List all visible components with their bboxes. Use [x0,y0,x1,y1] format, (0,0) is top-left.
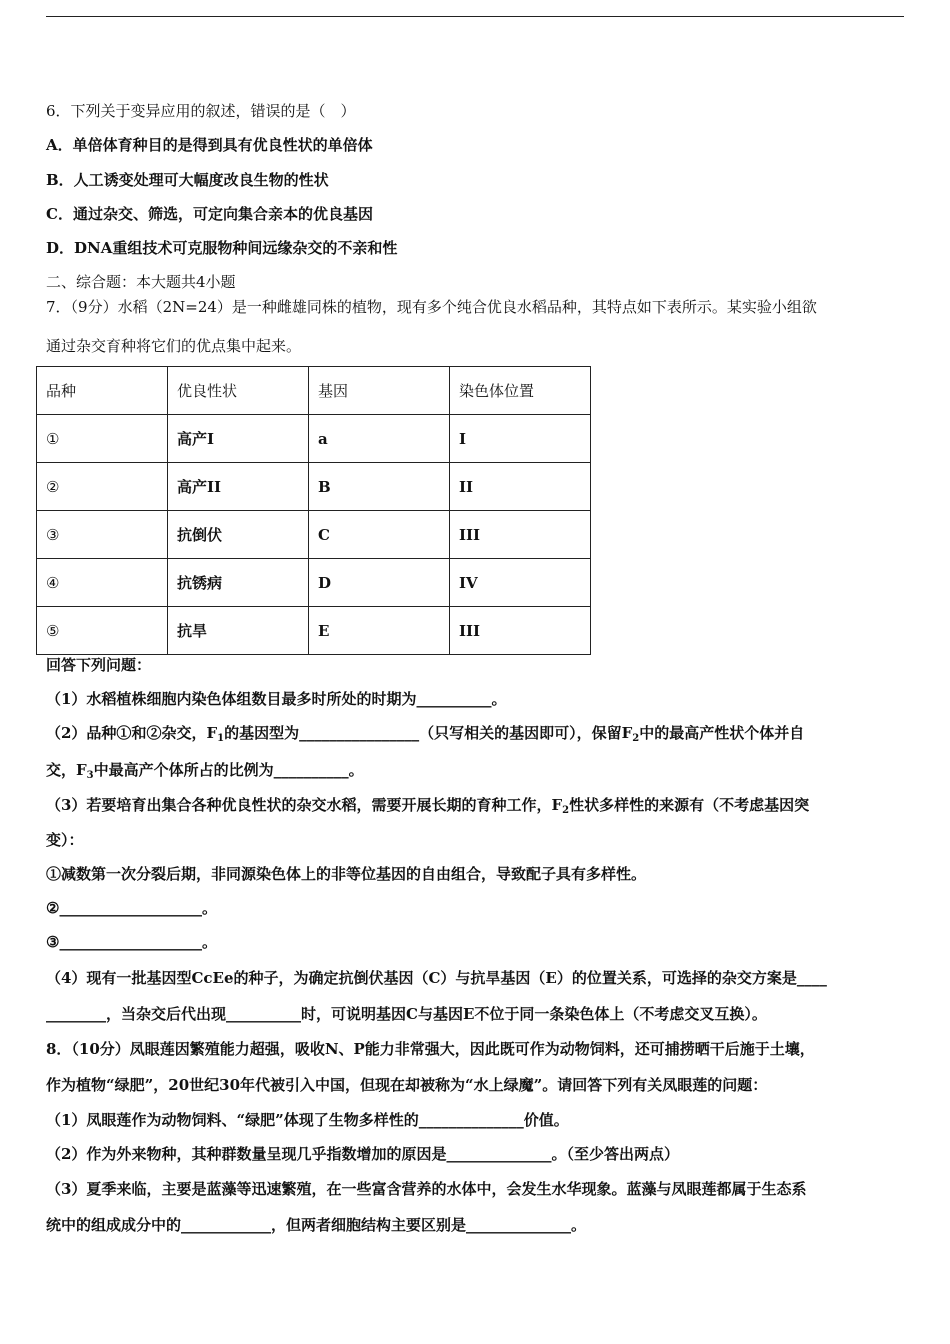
table-cell: ⑤ [37,607,168,655]
subscript: 3 [86,770,94,781]
q7-part4-line1: （4）现有一批基因型CcEe的种子，为确定抗倒伏基因（C）与抗旱基因（E）的位置关系，可选择的杂交方案是____ [46,969,827,987]
table-header: 基因 [309,367,450,415]
q7-part3-item1: ①减数第一次分裂后期，非同源染色体上的非等位基因的自由组合，导致配子具有多样性。 [46,865,647,883]
q6-stem: 6．下列关于变异应用的叙述，错误的是（ ） [46,102,356,120]
table-cell: 抗锈病 [168,559,309,607]
q6-option-b: B．人工诱变处理可大幅度改良生物的性状 [46,171,329,189]
q8-intro-line1: 8．（10分）凤眼莲因繁殖能力超强，吸收N、P能力非常强大，因此既可作为动物饲料，还可捕捞晒干后施于土壤， [46,1040,815,1058]
table-cell: ④ [37,559,168,607]
table-header: 品种 [37,367,168,415]
q7-part3-line2: 变）： [46,831,84,849]
text-run: 的基因型为________________（只写相关的基因即可），保留F [224,724,633,742]
table-cell: E [309,607,450,655]
table-cell: IV [450,559,591,607]
q8-part3-line1: （3）夏季来临，主要是蓝藻等迅速繁殖，在一些富含营养的水体中，会发生水华现象。蓝藻与凤眼莲都属于生态系 [46,1180,807,1198]
table-row [37,463,591,511]
table-cell: 高产I [168,415,309,463]
table-cell: 抗旱 [168,607,309,655]
table-cell: III [450,607,591,655]
table-cell: B [309,463,450,511]
table-cell: D [309,559,450,607]
text-run: 交，F [46,761,87,779]
table-cell: ② [37,463,168,511]
variety-table [36,366,591,655]
q7-part4-line2: ________，当杂交后代出现__________时，可说明基因C与基因E不位于同一条染色体上（不考虑交叉互换）。 [46,1005,767,1023]
table-cell: 抗倒伏 [168,511,309,559]
q6-option-d: D．DNA重组技术可克服物种间远缘杂交的不亲和性 [46,239,398,257]
q6-option-a: A．单倍体育种目的是得到具有优良性状的单倍体 [46,136,373,154]
q7-part3-item2: ②___________________。 [46,899,217,917]
subscript: 1 [217,733,225,744]
q7-answer-prompt: 回答下列问题： [46,656,152,674]
subscript: 2 [562,805,570,816]
section-heading: 二、综合题：本大题共4小题 [46,273,236,291]
q8-part3-line2: 统中的组成成分中的____________，但两者细胞结构主要区别是______________。 [46,1216,587,1234]
q7-part3-item3: ③___________________。 [46,933,217,951]
table-header-row [37,367,591,415]
text-run: （3）若要培育出集合各种优良性状的杂交水稻，需要开展长期的育种工作，F [46,796,563,814]
q8-intro-line2: 作为植物“绿肥”，20世纪30年代被引入中国，但现在却被称为“水上绿魔”。请回答下列有关凤眼莲的问题： [46,1076,768,1094]
q7-intro-line2: 通过杂交育种将它们的优点集中起来。 [46,337,302,355]
text-run: 中的最高产性状个体并自 [639,724,805,742]
table-row [37,607,591,655]
text-run: 性状多样性的来源有（不考虑基因突 [569,796,810,814]
q7-part1: （1）水稻植株细胞内染色体组数目最多时所处的时期为__________。 [46,690,507,708]
table-cell: ① [37,415,168,463]
q6-option-c: C．通过杂交、筛选，可定向集合亲本的优良基因 [46,205,373,223]
table-header: 优良性状 [168,367,309,415]
text-run: （2）品种①和②杂交，F [46,724,218,742]
q7-part2-line1 [46,723,804,749]
table-row [37,511,591,559]
header-rule [46,16,904,17]
q7-part2-line2 [46,760,364,786]
table-cell: III [450,511,591,559]
q8-part2: （2）作为外来物种，其种群数量呈现几乎指数增加的原因是______________。（至少答出两点） [46,1145,679,1163]
table-cell: II [450,463,591,511]
table-header: 染色体位置 [450,367,591,415]
table-cell: 高产II [168,463,309,511]
table-cell: I [450,415,591,463]
table-cell: a [309,415,450,463]
subscript: 2 [632,733,640,744]
table-row [37,559,591,607]
q7-part3-line1 [46,795,809,821]
table-cell: C [309,511,450,559]
text-run: 中最高产个体所占的比例为__________。 [93,761,364,779]
table-cell: ③ [37,511,168,559]
q7-intro-line1: 7．（9分）水稻（2N=24）是一种雌雄同株的植物，现有多个纯合优良水稻品种，其特点如下表所示。某实验小组欲 [46,298,817,316]
table-row [37,415,591,463]
q8-part1: （1）凤眼莲作为动物饲料、“绿肥”体现了生物多样性的______________价值。 [46,1111,569,1129]
